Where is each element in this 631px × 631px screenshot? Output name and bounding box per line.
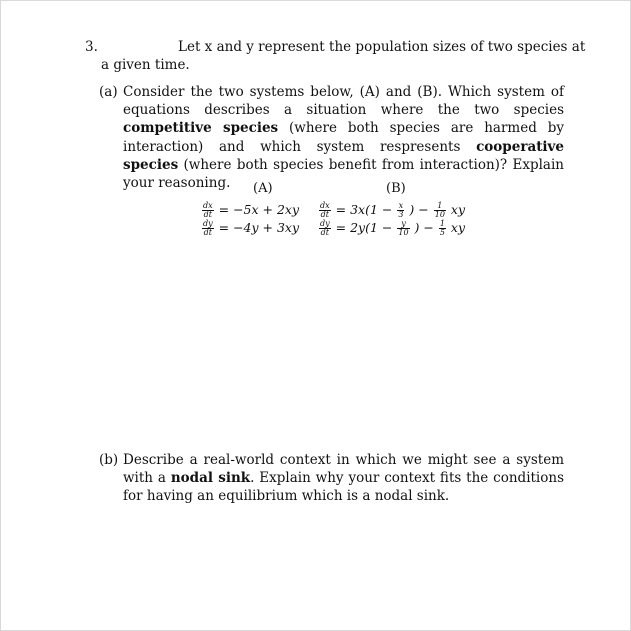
system-b-equation-1 (318, 201, 465, 219)
part-a (99, 83, 564, 192)
part-b-bold-nodal-sink: nodal sink (170, 470, 251, 487)
system-b-label: (B) (386, 181, 406, 196)
equation-systems (201, 181, 491, 241)
part-a-text-3: (where both species benefit from interaction)? Explain your reasoning. (123, 156, 564, 192)
question-number: 3. (85, 39, 98, 55)
system-a-equation-1 (201, 201, 299, 219)
part-a-text-1: Consider the two systems below, (A) and (B). Which system of equations describes a situation where the two species (123, 84, 564, 119)
system-b-eq2-part2: ) − (414, 220, 434, 235)
x-over-3-fraction: $\frac{x}{3}$ (398, 201, 404, 219)
question-intro-line-2: a given time. (101, 57, 190, 73)
system-b-eq1-part3: xy (450, 202, 466, 217)
part-a-label: (a) (99, 84, 118, 100)
system-b-eq2-part3: xy (450, 220, 466, 235)
system-a-equation-2 (201, 219, 299, 237)
system-b-eq1-part1: = 3x(1 − (335, 202, 393, 217)
part-b-text-2: . Explain why your context fits the conditions for having an equilibrium which is a nodal sink. (123, 470, 564, 505)
one-over-10-fraction: $\frac{1}{10}$ (434, 201, 445, 219)
part-b (99, 451, 564, 506)
system-b-eq1-part2: ) − (409, 202, 429, 217)
dxdt-fraction: $\frac{dx}{dt}$ (203, 201, 213, 219)
system-a-eq2-rhs: = −4y + 3xy (218, 220, 300, 235)
system-b-eq2-part1: = 2y(1 − (335, 220, 393, 235)
one-over-5-fraction: $\frac{1}{5}$ (439, 219, 445, 237)
dydt-fraction: $\frac{dy}{dt}$ (203, 219, 213, 237)
part-b-prompt (123, 451, 564, 506)
system-b-equation-2 (318, 219, 465, 237)
question-intro-line-1: Let x and y represent the population sizes of two species at (178, 39, 586, 55)
part-a-bold-competitive: competitive species (123, 120, 279, 137)
y-over-10-fraction: $\frac{y}{10}$ (398, 219, 409, 237)
system-a-label: (A) (253, 181, 273, 196)
part-a-text-2: (where both species are harmed by interaction) and which system respresents (123, 120, 564, 155)
part-b-label: (b) (99, 452, 119, 468)
dxdt-fraction: $\frac{dx}{dt}$ (320, 201, 330, 219)
part-a-bold-cooperative: cooperative species (123, 138, 564, 173)
system-a-eq1-rhs: = −5x + 2xy (218, 202, 300, 217)
part-a-prompt (123, 83, 564, 192)
part-b-text-1: Describe a real-world context in which we might see a system with a (123, 452, 564, 487)
dydt-fraction: $\frac{dy}{dt}$ (320, 219, 330, 237)
